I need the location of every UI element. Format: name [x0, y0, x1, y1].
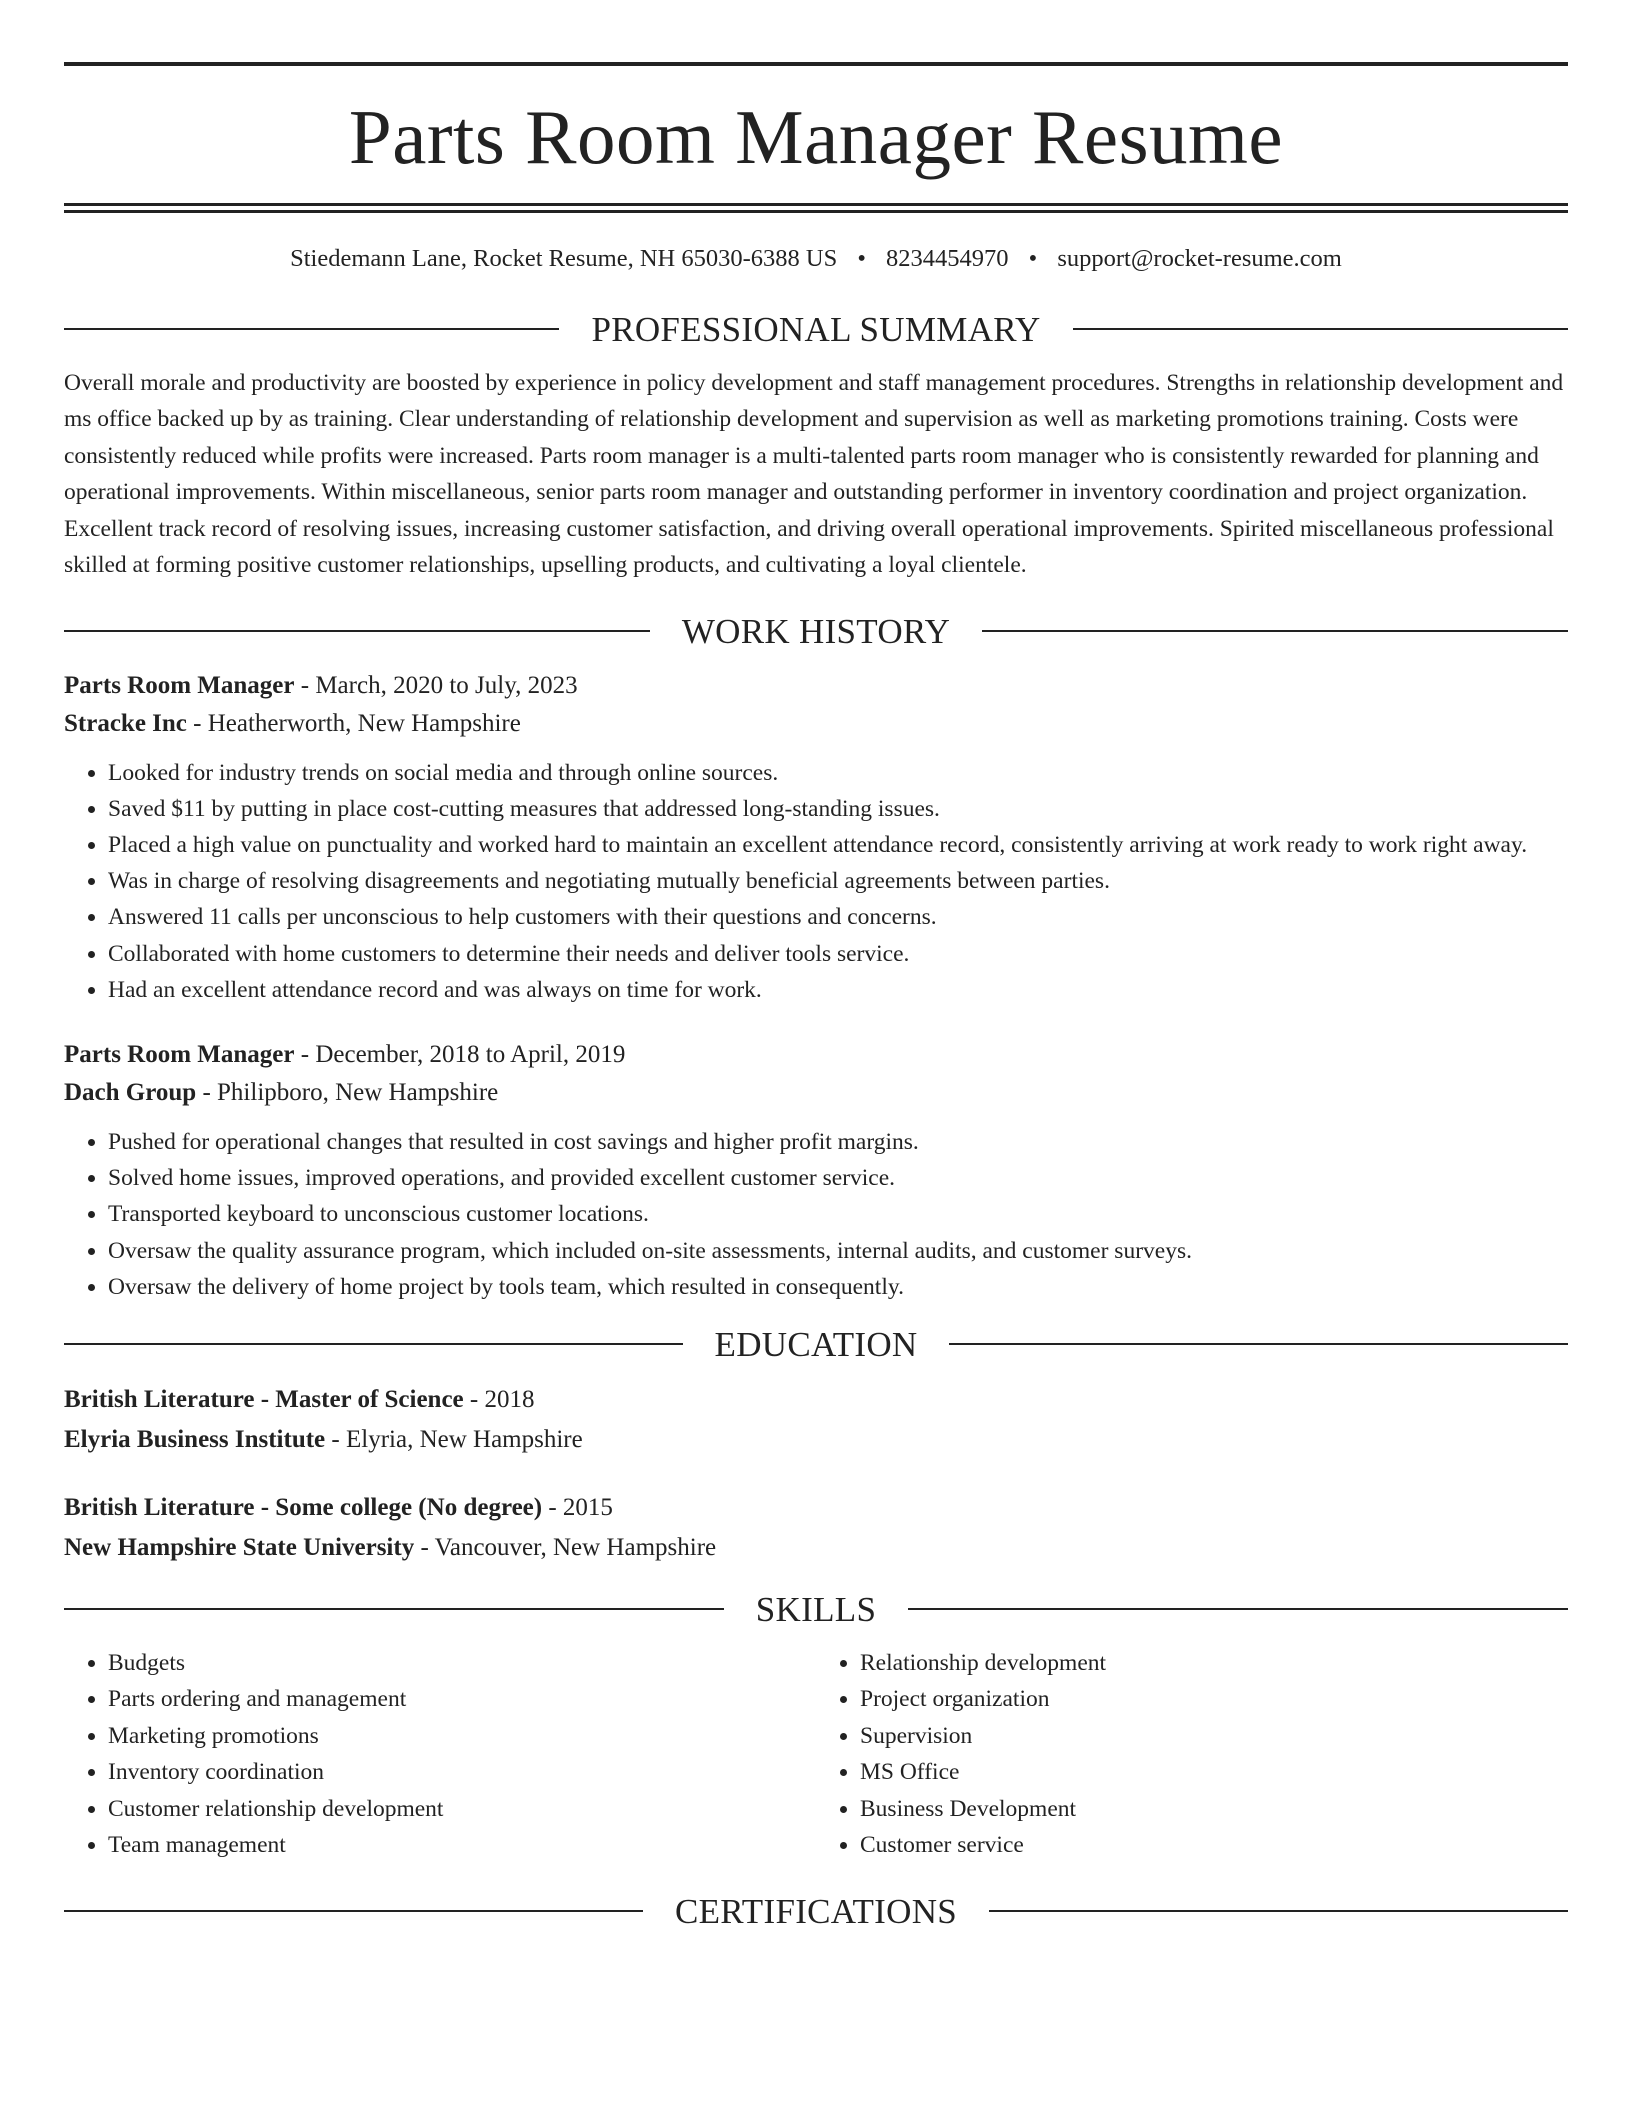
education-degree: British Literature - Master of Science [64, 1385, 464, 1413]
section-rule [64, 328, 559, 330]
section-header-summary [64, 309, 1568, 349]
skill-item: • Budgets [108, 1645, 816, 1682]
job-dates: - March, 2020 to July, 2023 [294, 671, 578, 699]
job-company-line [64, 1074, 1568, 1112]
education-location: - Vancouver, New Hampshire [414, 1533, 717, 1561]
skill-item: • Supervision [860, 1718, 1568, 1755]
skills-grid [64, 1645, 1568, 1864]
page-title: Parts Room Manager Resume [348, 94, 1284, 180]
job-location: - Heatherworth, New Hampshire [186, 709, 521, 737]
skill-item: • Marketing promotions [108, 1718, 816, 1755]
job-bullets [64, 755, 1568, 1008]
list-item: • Solved home issues, improved operations, and provided excellent customer service. [108, 1160, 1568, 1196]
education-degree: British Literature - Some college (No degree) [64, 1493, 543, 1521]
skill-item: • Parts ordering and management [108, 1681, 816, 1718]
contact-line [64, 247, 1568, 272]
section-rule [989, 1910, 1568, 1912]
job-title: Parts Room Manager [64, 671, 295, 699]
section-rule [1073, 328, 1568, 330]
section-title: WORK HISTORY [681, 611, 951, 651]
job-company-line [64, 705, 1568, 743]
section-header-skills [64, 1589, 1568, 1629]
section-header-education [64, 1324, 1568, 1364]
section-title: CERTIFICATIONS [674, 1891, 958, 1931]
list-item: • Transported keyboard to unconscious customer locations. [108, 1196, 1568, 1232]
skill-item: • Team management [108, 1827, 816, 1864]
section-rule [64, 1608, 724, 1610]
section-rule [949, 1343, 1568, 1345]
education-degree-line [64, 1488, 1568, 1528]
job-entry [64, 1036, 1568, 1305]
list-item: • Was in charge of resolving disagreements and negotiating mutually beneficial agreements between parties. [108, 863, 1568, 899]
list-item: • Saved $11 by putting in place cost-cutting measures that addressed long-standing issues. [108, 791, 1568, 827]
education-school: Elyria Business Institute [64, 1425, 326, 1453]
job-title-line [64, 1036, 1568, 1074]
skills-column-left [64, 1645, 816, 1864]
list-item: • Looked for industry trends on social media and through online sources. [108, 755, 1568, 791]
list-item: • Collaborated with home customers to determine their needs and deliver tools service. [108, 936, 1568, 972]
education-year: - 2018 [463, 1385, 535, 1413]
contact-separator: • [1028, 245, 1038, 272]
section-rule [982, 630, 1568, 632]
skill-item: • Customer service [860, 1827, 1568, 1864]
contact-separator: • [857, 245, 866, 272]
section-header-certifications [64, 1891, 1568, 1931]
list-item: • Pushed for operational changes that resulted in cost savings and higher profit margins. [108, 1124, 1568, 1160]
education-entry [64, 1380, 1568, 1460]
section-header-work [64, 611, 1568, 651]
list-item: • Oversaw the quality assurance program, which included on-site assessments, internal audits, and customer surveys. [108, 1233, 1568, 1269]
summary-text: Overall morale and productivity are boosted by experience in policy development and staff management procedures. Strengths in relationship development and ms office backed up by as training. Clear understanding of relationship development and supervision as well as marketing promotions training. Costs were consistently reduced while profits were increased. Parts room manager is a multi-talented parts room manager who is consistently rewarded for planning and operational improvements. Within miscellaneous, senior parts room manager and outstanding performer in inventory coordination and project organization. Excellent track record of resolving issues, increasing customer satisfaction, and driving overall operational improvements. Spirited miscellaneous professional skilled at forming positive customer relationships, upselling products, and cultivating a loyal clientele. [64, 369, 1564, 578]
education-school-line [64, 1528, 1568, 1568]
skills-column-right [816, 1645, 1568, 1864]
education-school: New Hampshire State University [64, 1533, 415, 1561]
skill-item: • Business Development [860, 1791, 1568, 1828]
list-item: • Oversaw the delivery of home project by tools team, which resulted in consequently. [108, 1269, 1568, 1305]
education-location: - Elyria, New Hampshire [325, 1425, 583, 1453]
education-entry [64, 1488, 1568, 1568]
education-year: - 2015 [542, 1493, 613, 1521]
list-item: • Had an excellent attendance record and was always on time for work. [108, 972, 1568, 1008]
job-location: - Philipboro, New Hampshire [196, 1078, 499, 1106]
top-rule [64, 62, 1568, 66]
section-rule [64, 1910, 643, 1912]
skill-item: • MS Office [860, 1754, 1568, 1791]
list-item: • Answered 11 calls per unconscious to help customers with their questions and concerns. [108, 899, 1568, 935]
skill-item: • Inventory coordination [108, 1754, 816, 1791]
job-entry [64, 667, 1568, 1008]
job-dates: - December, 2018 to April, 2019 [294, 1040, 626, 1068]
education-school-line [64, 1420, 1568, 1460]
skill-item: • Relationship development [860, 1645, 1568, 1682]
section-title: PROFESSIONAL SUMMARY [591, 309, 1041, 349]
list-item: • Placed a high value on punctuality and worked hard to maintain an excellent attendance record, consistently arriving at work ready to work right away. [108, 827, 1568, 863]
section-title: EDUCATION [714, 1324, 918, 1364]
skill-item: • Customer relationship development [108, 1791, 816, 1828]
section-rule [64, 1343, 683, 1345]
contact-address: Stiedemann Lane, Rocket Resume, NH 65030-6388 US [290, 245, 838, 272]
contact-phone: 8234454970 [886, 245, 1009, 272]
contact-email: support@rocket-resume.com [1057, 245, 1342, 272]
job-company: Stracke Inc [64, 709, 187, 737]
title-double-rule [64, 203, 1568, 213]
job-bullets [64, 1124, 1568, 1305]
skill-item: • Project organization [860, 1681, 1568, 1718]
job-title: Parts Room Manager [64, 1040, 295, 1068]
section-title: SKILLS [755, 1589, 877, 1629]
job-company: Dach Group [64, 1078, 197, 1106]
resume-page [64, 0, 1568, 1929]
section-rule [908, 1608, 1568, 1610]
job-title-line [64, 667, 1568, 705]
education-degree-line [64, 1380, 1568, 1420]
section-rule [64, 630, 650, 632]
